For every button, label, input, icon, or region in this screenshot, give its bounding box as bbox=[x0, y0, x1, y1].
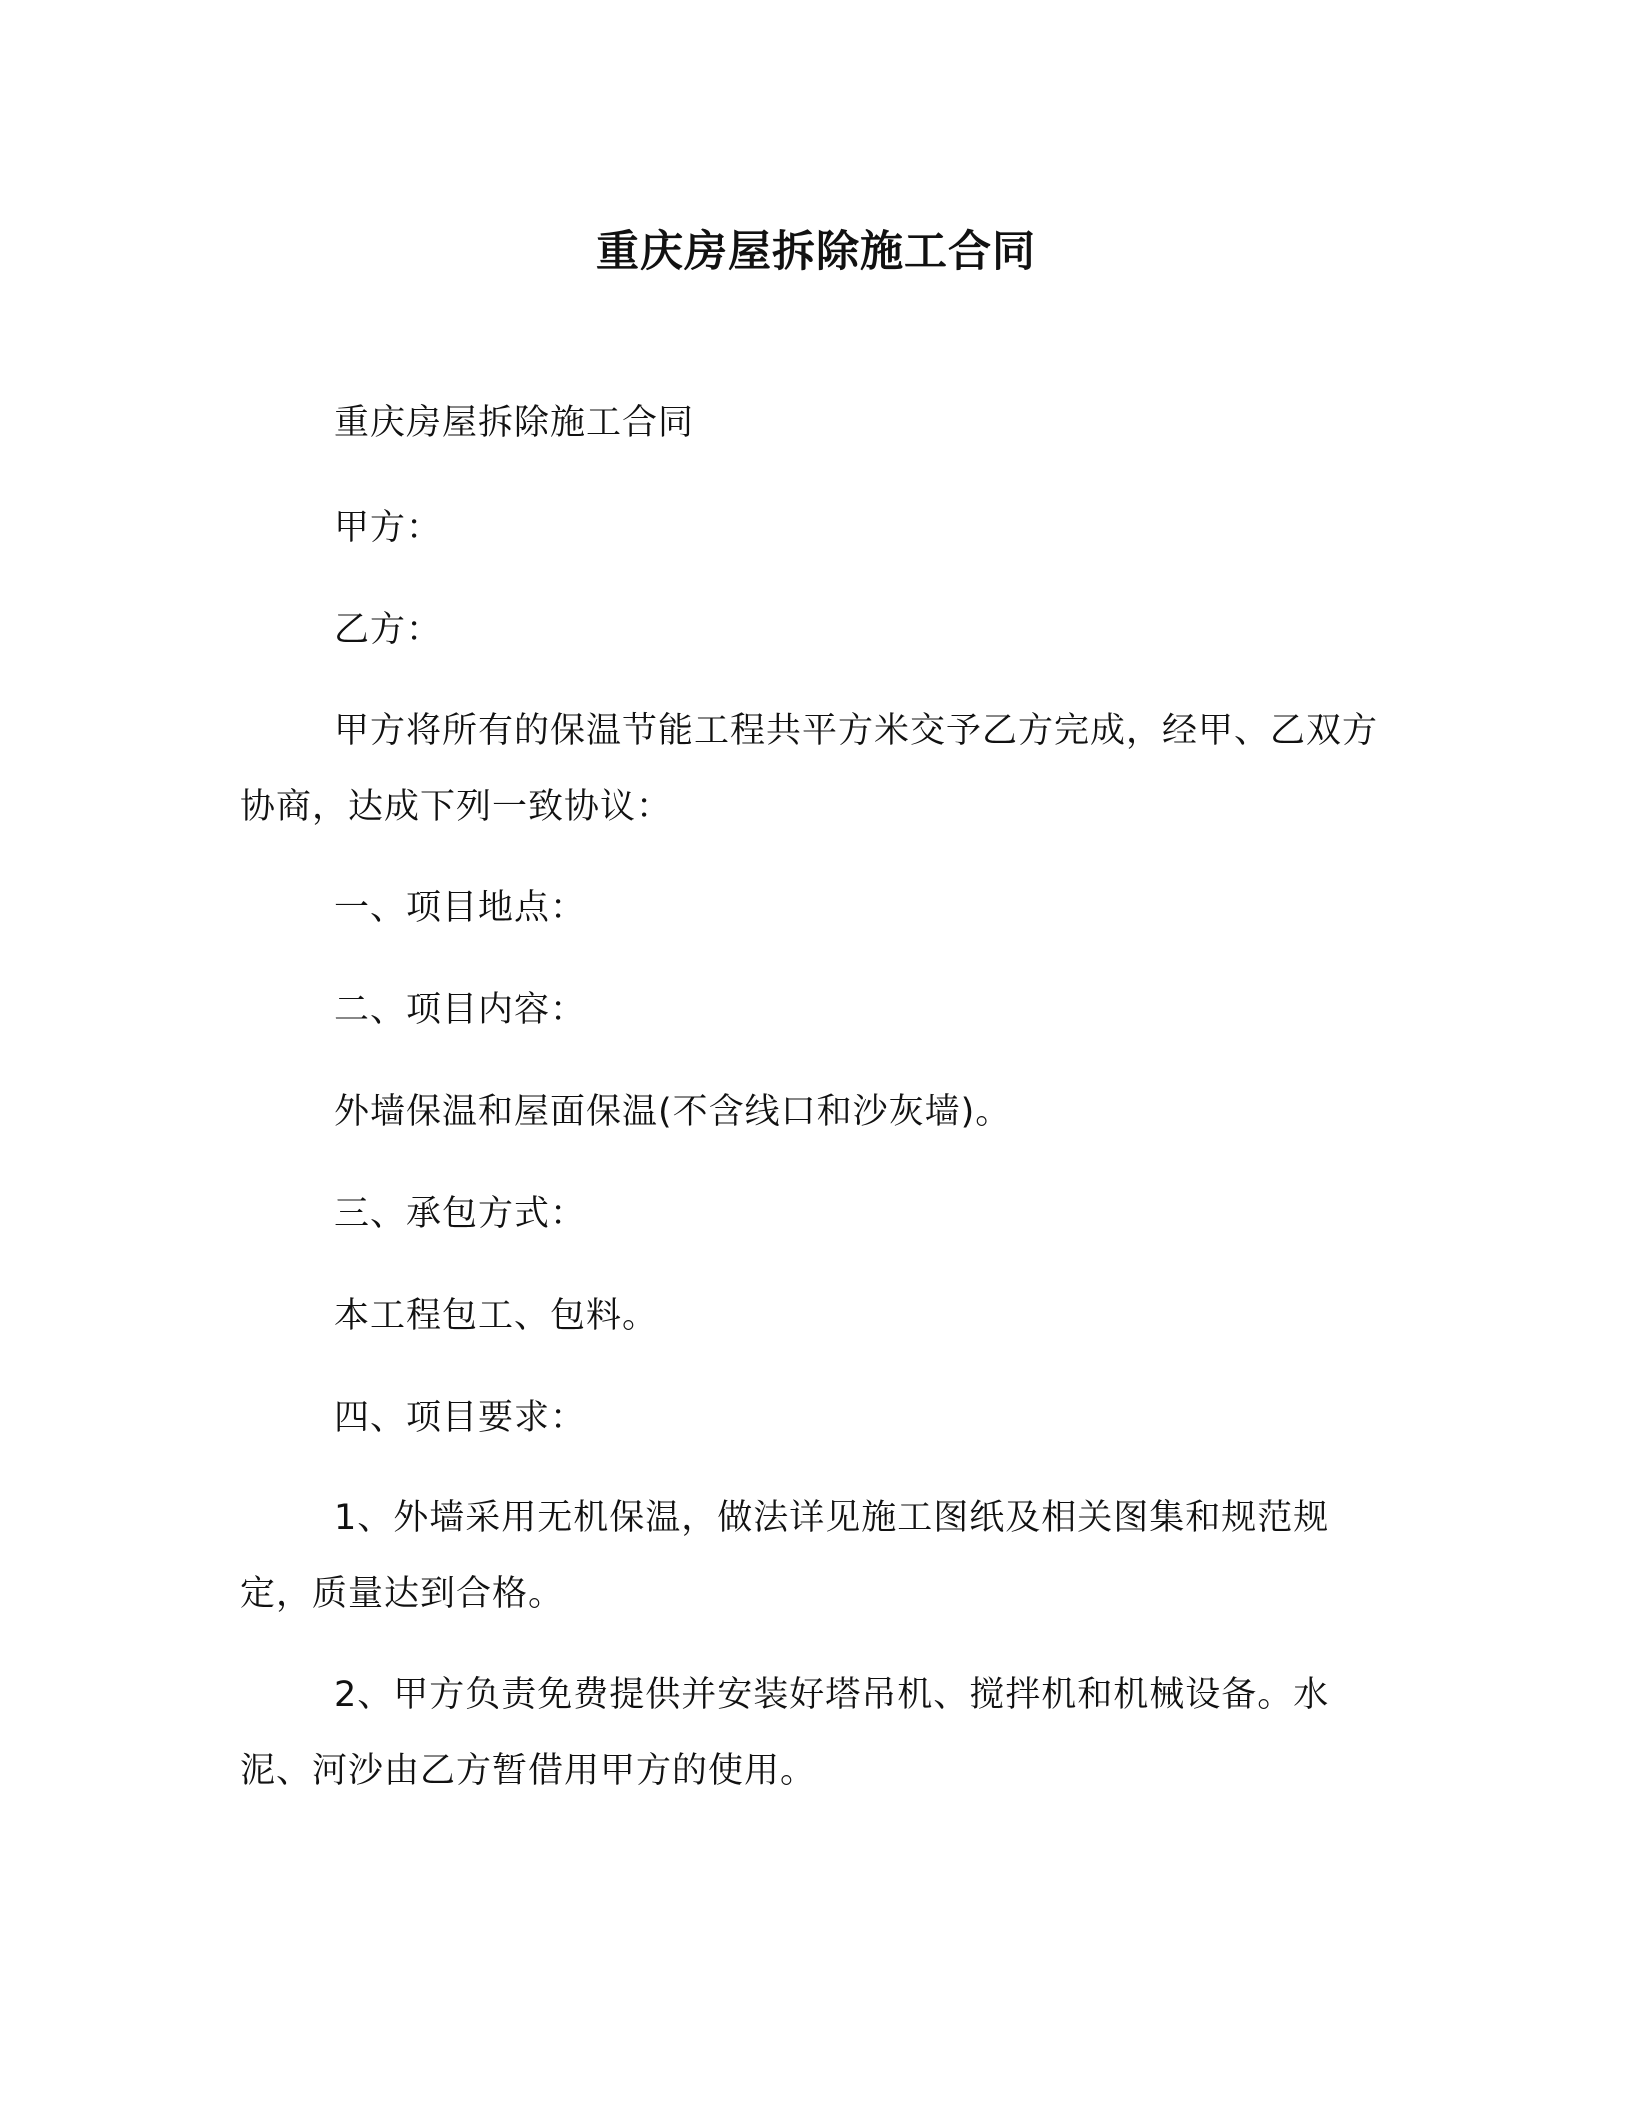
paragraph-item-2: 2、甲方负责免费提供并安装好塔吊机、搅拌机和机械设备。水泥、河沙由乙方暂借用甲方的使用。 bbox=[240, 1675, 1330, 1791]
paragraph-item-1: 1、外墙采用无机保温，做法详见施工图纸及相关图集和规范规定，质量达到合格。 bbox=[240, 1498, 1330, 1614]
paragraph-section-3: 三、承包方式： bbox=[334, 1194, 587, 1234]
document-title: 重庆房屋拆除施工合同 bbox=[596, 227, 1036, 277]
paragraph-section-2: 二、项目内容： bbox=[334, 990, 587, 1030]
paragraph-section-1: 一、项目地点： bbox=[334, 888, 587, 928]
paragraph-party-b: 乙方： bbox=[334, 610, 443, 650]
paragraph-party-a: 甲方： bbox=[334, 508, 443, 548]
paragraph-subtitle: 重庆房屋拆除施工合同 bbox=[334, 403, 695, 443]
paragraph-section-4: 四、项目要求： bbox=[334, 1398, 587, 1438]
paragraph-intro: 甲方将所有的保温节能工程共平方米交予乙方完成，经甲、乙双方协商，达成下列一致协议： bbox=[240, 711, 1379, 827]
paragraph-section-3-content: 本工程包工、包料。 bbox=[334, 1296, 659, 1336]
paragraph-section-2-content: 外墙保温和屋面保温(不含线口和沙灰墙)。 bbox=[334, 1092, 1012, 1132]
